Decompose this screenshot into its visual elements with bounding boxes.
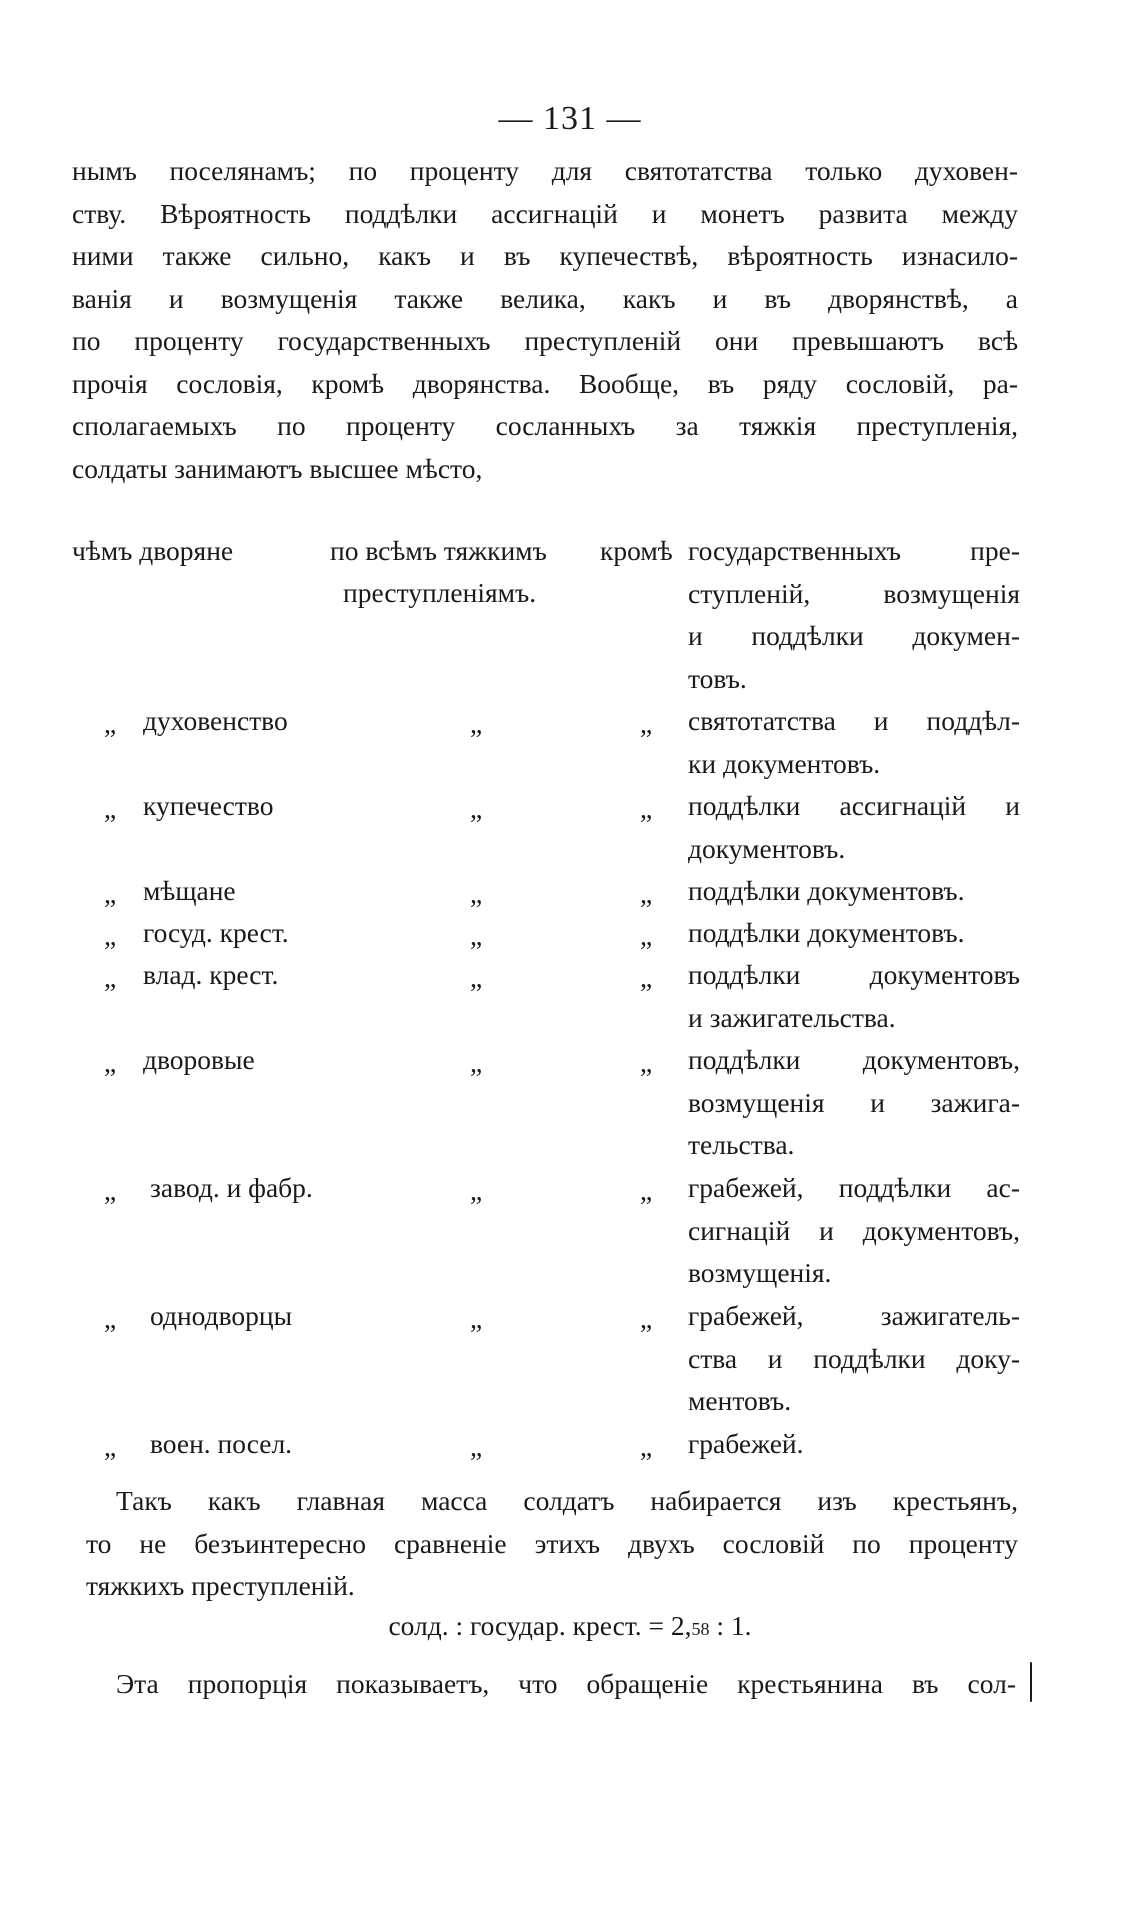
ditto-mark: „ [104,962,117,993]
text-line: сполагаемыхъ по проценту сосланныхъ за тяжкія преступленія, [72,410,1018,441]
header-all-crimes-2: преступленіямъ. [343,577,537,608]
ditto-mark: „ [470,793,483,824]
estate-label: воен. посел. [150,1428,293,1459]
paragraph-intro [72,150,1018,490]
text-line: грабежей. [688,1428,804,1459]
text-line: государственныхъ пре- [688,535,1020,566]
excluded-crimes [688,1423,1020,1466]
estate-label: духовенство [143,705,288,736]
ditto-mark: „ [640,793,653,824]
text-line: поддѣлки документовъ [688,959,1020,990]
paragraph-conclusion [116,1663,1016,1706]
text-line: ментовъ. [688,1385,792,1416]
estate-label: госуд. крест. [143,917,289,948]
text-line: товъ. [688,662,747,694]
text-line: солдаты занимаютъ высшее мѣсто, [72,452,483,484]
ditto-mark: „ [104,1047,117,1078]
text-line: Такъ какъ главная масса солдатъ набирается изъ крестьянъ, [116,1485,1018,1516]
ditto-mark: „ [104,708,117,739]
text-line: ства и поддѣлки доку- [688,1342,1020,1374]
text-line: прочія сословія, кромѣ дворянства. Вообще, въ ряду сословій, ра- [72,367,1018,399]
ditto-mark: „ [470,1175,483,1206]
text-line: то не безъинтересно сравненіе этихъ двухъ сословій по проценту [86,1527,1018,1559]
header-estate: чѣмъ дворяне [72,535,234,566]
excluded-crimes [688,1039,1020,1167]
text-line: возмущенія. [688,1257,832,1288]
ditto-mark: „ [640,1047,653,1078]
estate-label: купечество [143,790,274,821]
ditto-mark: „ [640,878,653,909]
ditto-mark: „ [104,878,117,909]
estate-label: мѣщане [143,875,236,906]
ditto-mark: „ [470,920,483,951]
text-line: ними также сильно, какъ и въ купечествѣ, вѣроятность изнасило- [72,240,1018,271]
excluded-crimes [688,954,1020,1039]
text-line: и зажигательства. [688,1001,896,1033]
text-line: грабежей, зажигатель- [688,1300,1020,1331]
ditto-mark: „ [470,962,483,993]
estate-label: завод. и фабр. [150,1172,313,1203]
ditto-mark: „ [104,793,117,824]
excluded-crimes [688,700,1020,785]
text-line: возмущенія и зажига- [688,1086,1020,1118]
text-line: поддѣлки документовъ. [688,875,965,906]
text-line: тельства. [688,1129,795,1160]
estate-label: дворовые [143,1044,255,1075]
text-line: нымъ поселянамъ; по проценту для святотатства только духовен- [72,155,1018,186]
text-line: сигнацій и документовъ, [688,1214,1020,1246]
excluded-crimes [688,1295,1020,1423]
formula-subscript: 58 [691,1619,710,1639]
text-line: Эта пропорція показываетъ, что обращеніе крестьянина въ сол- [116,1668,1016,1699]
header-all-crimes: по всѣмъ тяжкимъ [330,535,547,566]
text-line: и поддѣлки докумен- [688,620,1020,651]
ditto-mark: „ [104,1175,117,1206]
text-line: святотатства и поддѣл- [688,705,1020,736]
proportion-formula [0,1605,1140,1651]
text-line: ству. Вѣроятность поддѣлки ассигнацій и монетъ развита между [72,197,1018,229]
text-line: ванія и возмущенія также велика, какъ и въ дворянствѣ, а [72,282,1018,314]
excluded-crimes [688,870,1020,913]
ditto-mark: „ [640,1175,653,1206]
ditto-mark: „ [640,1431,653,1462]
ditto-mark: „ [640,962,653,993]
estate-label: однодворцы [150,1300,293,1331]
estate-label: влад. крест. [143,959,279,990]
formula-right: : 1. [709,1610,752,1641]
ditto-mark: „ [640,920,653,951]
excluded-crimes [688,912,1020,955]
ditto-mark: „ [470,878,483,909]
ditto-mark: „ [104,920,117,951]
text-line: тяжкихъ преступленій. [86,1570,355,1601]
ditto-mark: „ [640,708,653,739]
ditto-mark: „ [104,1431,117,1462]
text-line: поддѣлки ассигнацій и [688,790,1020,821]
ditto-mark: „ [104,1303,117,1334]
text-line: поддѣлки документовъ. [688,917,965,948]
paragraph-comparison [72,1480,1018,1608]
header-except: кромѣ [600,535,673,566]
ditto-mark: „ [470,708,483,739]
ditto-mark: „ [470,1431,483,1462]
excluded-crimes [688,1167,1020,1295]
text-line: ступленій, возмущенія [688,577,1020,609]
ditto-mark: „ [470,1047,483,1078]
formula-left: солд. : государ. крест. = 2, [388,1610,692,1641]
ditto-mark: „ [640,1303,653,1334]
text-line: документовъ. [688,832,846,864]
excluded-crimes [688,785,1020,870]
header-excluded-crimes [688,530,1020,700]
text-line: по проценту государственныхъ преступленій они превышаютъ всѣ [72,325,1018,356]
text-line: ки документовъ. [688,747,881,779]
page-number: — 131 — [498,100,642,137]
text-line: поддѣлки документовъ, [688,1044,1020,1075]
margin-bracket [1030,1662,1032,1702]
ditto-mark: „ [470,1303,483,1334]
text-line: грабежей, поддѣлки ас- [688,1172,1020,1203]
